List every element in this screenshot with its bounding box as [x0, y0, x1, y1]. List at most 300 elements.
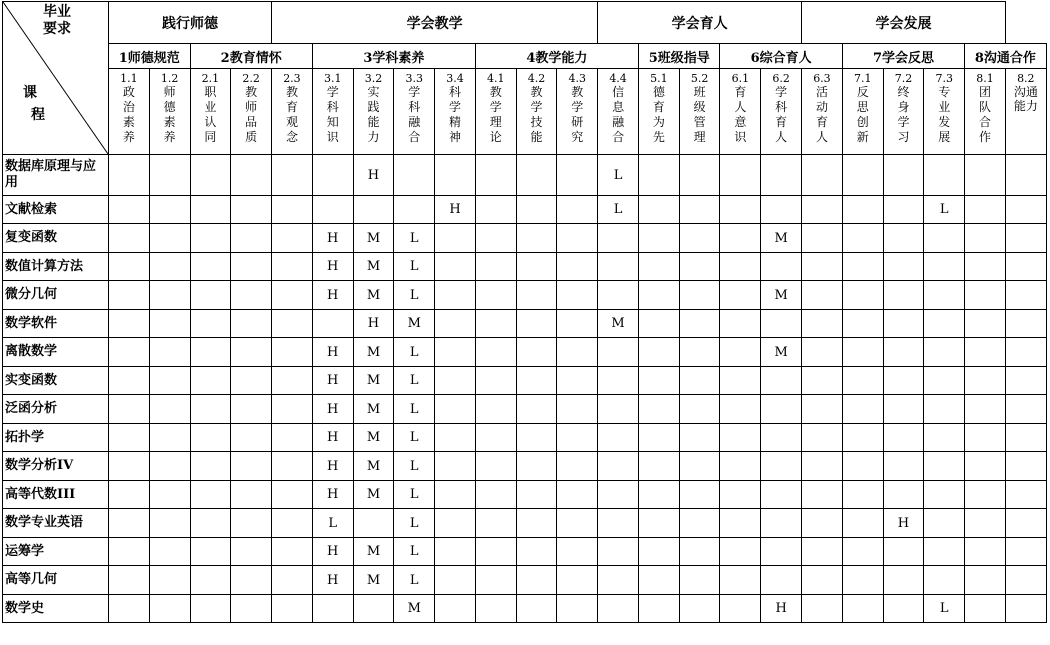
support-level-cell: L: [312, 509, 353, 538]
support-level-cell: [965, 424, 1006, 452]
support-level-cell: [802, 538, 843, 566]
support-level-cell: [190, 367, 231, 395]
support-level-cell: [1005, 481, 1046, 509]
support-level-cell: H: [761, 595, 802, 623]
indicator-number: 3.3: [405, 72, 423, 85]
indicator-text: 育人意识: [734, 85, 747, 144]
support-level-cell: [883, 395, 924, 424]
support-level-cell: [883, 566, 924, 595]
indicator-header: [598, 69, 639, 155]
support-level-cell: [720, 424, 761, 452]
support-level-cell: [557, 224, 598, 253]
support-level-cell: [883, 310, 924, 338]
support-level-cell: [557, 452, 598, 481]
course-row: [3, 253, 1047, 281]
indicator-header: [272, 69, 313, 155]
indicator-number: 1.2: [160, 72, 179, 85]
support-level-cell: [516, 481, 557, 509]
group-header: 学会发展: [802, 2, 1006, 44]
course-row: [3, 224, 1047, 253]
support-level-cell: [109, 155, 150, 196]
support-level-cell: H: [312, 481, 353, 509]
indicator-header: [883, 69, 924, 155]
support-level-cell: L: [598, 196, 639, 224]
indicator-text: 班级管理: [693, 85, 706, 144]
support-level-cell: [516, 224, 557, 253]
support-level-cell: [109, 196, 150, 224]
support-level-cell: [272, 509, 313, 538]
support-level-cell: [638, 367, 679, 395]
support-level-cell: [435, 452, 476, 481]
support-level-cell: [638, 253, 679, 281]
support-level-cell: [883, 424, 924, 452]
support-level-cell: H: [312, 566, 353, 595]
support-level-cell: [965, 367, 1006, 395]
support-level-cell: L: [394, 538, 435, 566]
support-level-cell: [679, 424, 720, 452]
support-level-cell: [475, 395, 516, 424]
indicator-header: [557, 69, 598, 155]
support-level-cell: [1005, 224, 1046, 253]
support-level-cell: [190, 310, 231, 338]
support-level-cell: [557, 395, 598, 424]
indicator-text: 教学理论: [489, 85, 502, 144]
support-level-cell: [435, 367, 476, 395]
support-level-cell: [1005, 566, 1046, 595]
support-level-cell: [475, 509, 516, 538]
support-level-cell: [231, 395, 272, 424]
support-level-cell: [272, 367, 313, 395]
support-level-cell: [312, 155, 353, 196]
indicator-text: 教师品质: [245, 85, 258, 144]
support-level-cell: [638, 281, 679, 310]
course-label-part: 程: [31, 107, 45, 123]
support-level-cell: [516, 155, 557, 196]
course-row: [3, 395, 1047, 424]
indicator-text: 教学研究: [571, 85, 584, 144]
support-level-cell: [761, 452, 802, 481]
indicator-header: [761, 69, 802, 155]
support-level-cell: [1005, 424, 1046, 452]
support-level-cell: [272, 281, 313, 310]
header-row-categories: [3, 44, 1047, 69]
support-level-cell: [802, 509, 843, 538]
support-level-cell: [679, 595, 720, 623]
support-level-cell: M: [353, 452, 394, 481]
support-level-cell: [679, 155, 720, 196]
support-level-cell: H: [312, 253, 353, 281]
support-level-cell: [435, 224, 476, 253]
support-level-cell: [924, 155, 965, 196]
support-level-cell: [761, 367, 802, 395]
support-level-cell: [109, 538, 150, 566]
support-level-cell: [638, 509, 679, 538]
support-level-cell: [679, 566, 720, 595]
course-row: [3, 310, 1047, 338]
support-level-cell: [720, 566, 761, 595]
support-level-cell: L: [924, 595, 965, 623]
support-level-cell: [516, 395, 557, 424]
support-level-cell: [149, 253, 190, 281]
support-level-cell: M: [353, 566, 394, 595]
support-level-cell: [272, 538, 313, 566]
support-level-cell: [924, 566, 965, 595]
support-level-cell: [190, 395, 231, 424]
support-level-cell: [924, 538, 965, 566]
support-level-cell: [679, 452, 720, 481]
support-level-cell: [149, 595, 190, 623]
support-level-cell: L: [924, 196, 965, 224]
indicator-number: 6.1: [731, 72, 750, 85]
indicator-number: 6.2: [772, 72, 790, 85]
support-level-cell: [475, 595, 516, 623]
support-level-cell: [761, 566, 802, 595]
support-level-cell: [883, 595, 924, 623]
indicator-header: [965, 69, 1006, 155]
support-level-cell: [924, 481, 965, 509]
support-level-cell: [557, 155, 598, 196]
support-level-cell: L: [394, 253, 435, 281]
support-level-cell: [1005, 196, 1046, 224]
support-level-cell: [231, 310, 272, 338]
support-level-cell: [557, 281, 598, 310]
support-level-cell: [475, 452, 516, 481]
support-level-cell: [557, 338, 598, 367]
support-level-cell: [598, 481, 639, 509]
support-level-cell: M: [761, 338, 802, 367]
support-level-cell: [842, 367, 883, 395]
indicator-text: 德育为先: [652, 85, 665, 144]
course-row: [3, 595, 1047, 623]
support-level-cell: [231, 566, 272, 595]
support-level-cell: [149, 196, 190, 224]
requirement-label-part: 要求: [43, 21, 71, 37]
support-level-cell: H: [353, 310, 394, 338]
support-level-cell: [802, 338, 843, 367]
support-level-cell: [516, 196, 557, 224]
indicator-text: 科学精神: [449, 85, 462, 144]
support-level-cell: [190, 281, 231, 310]
course-name: 数学专业英语: [3, 509, 109, 538]
indicator-header: [802, 69, 843, 155]
support-level-cell: [109, 338, 150, 367]
support-level-cell: [965, 481, 1006, 509]
support-level-cell: [475, 281, 516, 310]
support-level-cell: [924, 509, 965, 538]
support-level-cell: [638, 310, 679, 338]
support-level-cell: [679, 253, 720, 281]
support-level-cell: [1005, 253, 1046, 281]
support-level-cell: [965, 509, 1006, 538]
indicator-header: [924, 69, 965, 155]
support-level-cell: M: [761, 224, 802, 253]
support-level-cell: [557, 566, 598, 595]
indicator-number: 7.3: [935, 72, 953, 85]
support-level-cell: [272, 196, 313, 224]
support-level-cell: [435, 566, 476, 595]
support-level-cell: [272, 424, 313, 452]
indicator-header: [190, 69, 231, 155]
indicator-number: 5.2: [690, 72, 709, 85]
support-level-cell: [557, 481, 598, 509]
course-row: [3, 155, 1047, 196]
support-level-cell: M: [353, 395, 394, 424]
support-level-cell: [190, 452, 231, 481]
support-level-cell: [1005, 452, 1046, 481]
support-level-cell: L: [598, 155, 639, 196]
support-level-cell: [883, 253, 924, 281]
support-level-cell: [883, 538, 924, 566]
indicator-number: 7.2: [894, 72, 913, 85]
support-level-cell: [435, 481, 476, 509]
support-level-cell: [109, 281, 150, 310]
support-level-cell: H: [312, 538, 353, 566]
support-level-cell: [720, 395, 761, 424]
category-header: 8沟通合作: [965, 44, 1047, 69]
support-level-cell: [231, 281, 272, 310]
support-level-cell: [842, 224, 883, 253]
category-header: 2教育情怀: [190, 44, 312, 69]
course-name: 数学分析IV: [3, 452, 109, 481]
indicator-text: 学科融合: [408, 85, 421, 144]
support-level-cell: [598, 509, 639, 538]
support-level-cell: M: [353, 338, 394, 367]
course-name: 离散数学: [3, 338, 109, 367]
support-level-cell: [638, 566, 679, 595]
support-level-cell: [842, 196, 883, 224]
support-level-cell: [475, 310, 516, 338]
support-level-cell: [149, 155, 190, 196]
support-level-cell: [965, 281, 1006, 310]
support-level-cell: [190, 509, 231, 538]
support-level-cell: [516, 566, 557, 595]
indicator-text: 教学技能: [530, 85, 543, 144]
indicator-header: [842, 69, 883, 155]
support-level-cell: [883, 367, 924, 395]
support-level-cell: [272, 338, 313, 367]
support-level-cell: [109, 395, 150, 424]
indicator-text: 学科知识: [326, 85, 339, 144]
support-level-cell: [149, 481, 190, 509]
support-level-cell: [1005, 509, 1046, 538]
support-level-cell: [842, 338, 883, 367]
support-level-cell: [679, 281, 720, 310]
indicator-text: 政治素养: [122, 85, 135, 144]
support-level-cell: [761, 509, 802, 538]
support-level-cell: [924, 424, 965, 452]
course-name: 泛函分析: [3, 395, 109, 424]
support-level-cell: [516, 338, 557, 367]
support-level-cell: [516, 253, 557, 281]
support-level-cell: [679, 196, 720, 224]
support-level-cell: [312, 595, 353, 623]
support-level-cell: [190, 595, 231, 623]
support-level-cell: [883, 196, 924, 224]
support-level-cell: [638, 595, 679, 623]
indicator-text: 信息融合: [612, 85, 625, 144]
support-level-cell: H: [353, 155, 394, 196]
indicator-header: [475, 69, 516, 155]
support-level-cell: [598, 367, 639, 395]
support-level-cell: L: [394, 509, 435, 538]
requirement-label: [39, 4, 75, 38]
support-level-cell: [802, 224, 843, 253]
support-level-cell: [679, 509, 720, 538]
support-level-cell: [272, 253, 313, 281]
support-level-cell: [231, 196, 272, 224]
support-level-cell: [557, 367, 598, 395]
course-row: [3, 196, 1047, 224]
course-name: 数学史: [3, 595, 109, 623]
support-level-cell: [924, 224, 965, 253]
support-level-cell: [883, 481, 924, 509]
indicator-header: [109, 69, 150, 155]
support-level-cell: [598, 424, 639, 452]
support-level-cell: [516, 538, 557, 566]
support-level-cell: [883, 452, 924, 481]
support-level-cell: [842, 595, 883, 623]
support-level-cell: [149, 452, 190, 481]
support-level-cell: [679, 310, 720, 338]
support-level-cell: [231, 155, 272, 196]
support-level-cell: M: [353, 253, 394, 281]
support-level-cell: [1005, 367, 1046, 395]
support-level-cell: [475, 196, 516, 224]
support-level-cell: [842, 566, 883, 595]
support-level-cell: [1005, 395, 1046, 424]
support-level-cell: [883, 338, 924, 367]
support-level-cell: [802, 566, 843, 595]
indicator-number: 3.2: [364, 72, 383, 85]
support-level-cell: [516, 367, 557, 395]
support-level-cell: [231, 452, 272, 481]
support-level-cell: [638, 481, 679, 509]
support-level-cell: [679, 481, 720, 509]
indicator-header: [1005, 69, 1046, 155]
support-level-cell: [965, 196, 1006, 224]
support-level-cell: [720, 253, 761, 281]
header-row-groups: [3, 2, 1047, 44]
support-level-cell: [761, 424, 802, 452]
support-level-cell: [231, 367, 272, 395]
support-level-cell: [802, 367, 843, 395]
support-level-cell: [638, 538, 679, 566]
course-name: 文献检索: [3, 196, 109, 224]
support-level-cell: [1005, 310, 1046, 338]
support-level-cell: L: [394, 566, 435, 595]
indicator-header: [231, 69, 272, 155]
support-level-cell: [598, 538, 639, 566]
support-level-cell: [638, 155, 679, 196]
support-level-cell: [190, 538, 231, 566]
indicator-text: 实践能力: [367, 85, 380, 144]
header-corner: [3, 2, 109, 155]
support-level-cell: M: [394, 595, 435, 623]
support-level-cell: [557, 509, 598, 538]
support-level-cell: [598, 566, 639, 595]
support-level-cell: [557, 196, 598, 224]
support-level-cell: [231, 481, 272, 509]
indicator-text: 师德素养: [163, 85, 176, 144]
support-level-cell: [149, 566, 190, 595]
indicator-number: 6.3: [813, 72, 831, 85]
course-row: [3, 281, 1047, 310]
support-level-cell: L: [394, 281, 435, 310]
support-level-cell: [231, 509, 272, 538]
support-level-cell: [761, 481, 802, 509]
support-level-cell: [190, 155, 231, 196]
support-level-cell: [802, 253, 843, 281]
support-level-cell: [679, 338, 720, 367]
support-level-cell: [272, 310, 313, 338]
support-level-cell: [883, 224, 924, 253]
support-level-cell: [516, 281, 557, 310]
support-level-cell: [1005, 595, 1046, 623]
support-level-cell: [516, 310, 557, 338]
support-level-cell: [109, 566, 150, 595]
support-level-cell: [965, 224, 1006, 253]
support-level-cell: [842, 538, 883, 566]
support-level-cell: [720, 155, 761, 196]
group-header: 学会教学: [272, 2, 598, 44]
support-level-cell: [802, 481, 843, 509]
course-label: [15, 82, 45, 126]
support-level-cell: [516, 424, 557, 452]
course-name: 微分几何: [3, 281, 109, 310]
support-level-cell: L: [394, 424, 435, 452]
course-name: 数值计算方法: [3, 253, 109, 281]
support-level-cell: [109, 253, 150, 281]
support-level-cell: [149, 538, 190, 566]
support-level-cell: [190, 481, 231, 509]
support-level-cell: H: [312, 395, 353, 424]
support-level-cell: [190, 566, 231, 595]
support-level-cell: [312, 196, 353, 224]
support-level-cell: M: [353, 224, 394, 253]
indicator-text: 活动育人: [815, 85, 828, 144]
support-level-cell: [802, 310, 843, 338]
course-name: 实变函数: [3, 367, 109, 395]
indicator-header: [312, 69, 353, 155]
support-level-cell: [965, 310, 1006, 338]
support-level-cell: [720, 481, 761, 509]
indicator-number: 3.4: [446, 72, 464, 85]
support-level-cell: [435, 595, 476, 623]
support-level-cell: [272, 452, 313, 481]
support-level-cell: [598, 338, 639, 367]
course-name: 复变函数: [3, 224, 109, 253]
indicator-header: [435, 69, 476, 155]
support-level-cell: [149, 338, 190, 367]
support-level-cell: [842, 481, 883, 509]
course-row: [3, 509, 1047, 538]
course-row: [3, 538, 1047, 566]
support-level-cell: [842, 155, 883, 196]
support-level-cell: [924, 281, 965, 310]
support-level-cell: [924, 367, 965, 395]
indicator-number: 2.2: [242, 72, 260, 85]
support-level-cell: [516, 452, 557, 481]
support-level-cell: [557, 253, 598, 281]
course-name: 拓扑学: [3, 424, 109, 452]
support-level-cell: [149, 310, 190, 338]
indicator-number: 4.2: [527, 72, 546, 85]
category-header: 6综合育人: [720, 44, 842, 69]
support-level-cell: [924, 452, 965, 481]
support-level-cell: [231, 538, 272, 566]
category-header: 7学会反思: [842, 44, 964, 69]
support-level-cell: H: [312, 367, 353, 395]
